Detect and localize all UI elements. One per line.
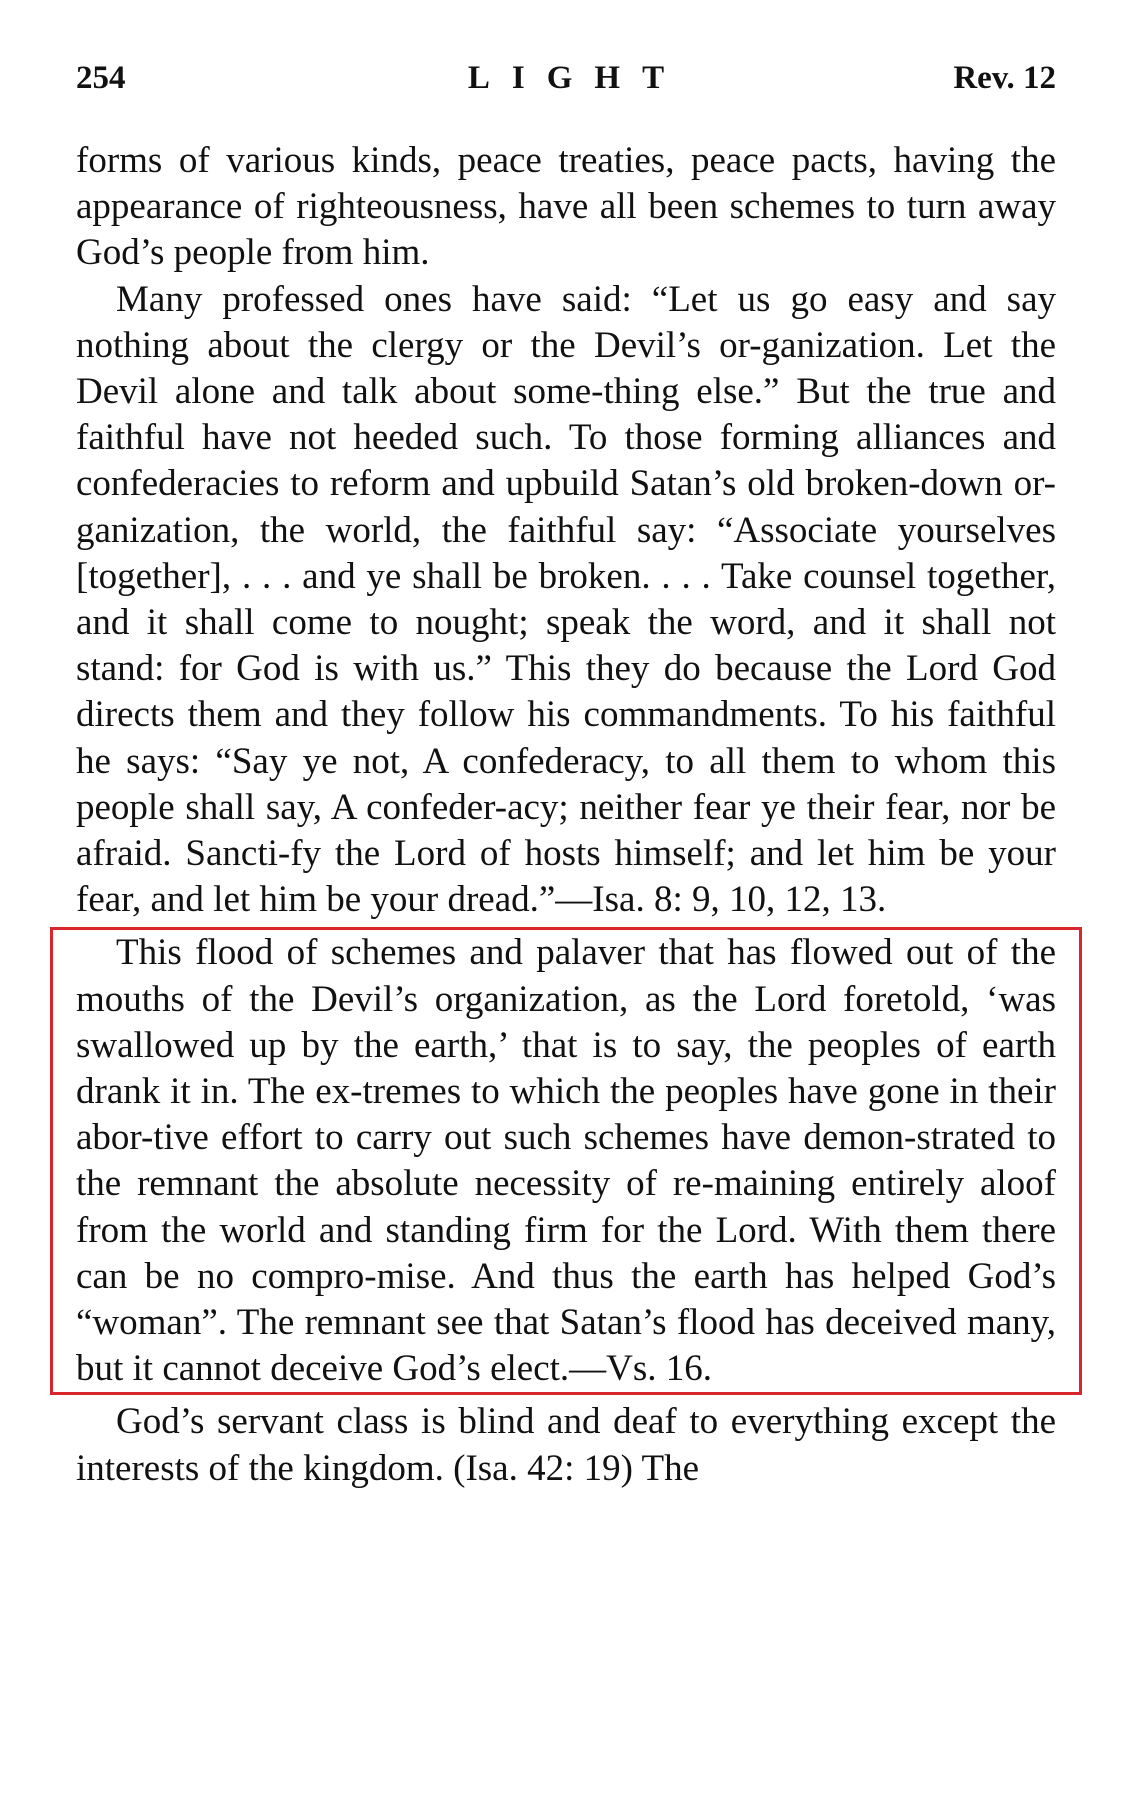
- body-text: [76, 138, 1056, 1492]
- paragraph-many-professed: Many professed ones have said: “Let us go easy and say nothing about the clergy or the Devil’s or-ganization. Let the Devil alone and talk about some-thing else.” But the true and faithful have not heeded such. To those forming alliances and confederacies to reform and upbuild Satan’s old broken-down or-ganization, the world, the faithful say: “Associate yourselves [together], . . . and ye shall be broken. . . . Take counsel together, and it shall come to nought; speak the word, and it shall not stand: for God is with us.” This they do because the Lord God directs them and they follow his commandments. To his faithful he says: “Say ye not, A confederacy, to all them to whom this people shall say, A confeder-acy; neither fear ye their fear, nor be afraid. Sancti-fy the Lord of hosts himself; and let him be your fear, and let him be your dread.”—Isa. 8: 9, 10, 12, 13.: [76, 278, 1056, 921]
- paragraph-continued: forms of various kinds, peace treaties, peace pacts, having the appearance of righteousness, have all been schemes to turn away God’s people from him.: [76, 140, 1056, 274]
- chapter-reference: Rev. 12: [953, 60, 1056, 96]
- running-head: [76, 60, 1056, 108]
- paragraph-highlighted: This flood of schemes and palaver that has flowed out of the mouths of the Devil’s organization, as the Lord foretold, ‘was swallowed up by the earth,’ that is to say, the peoples of earth drank it in. The ex-tremes to which the peoples have gone in their abor-tive effort to carry out such schemes have demon-strated to the remnant the absolute necessity of re-maining entirely aloof from the world and standing firm for the Lord. With them there can be no compro-mise. And thus the earth has helped God’s “woman”. The remnant see that Satan’s flood has deceived many, but it cannot deceive God’s elect.—Vs. 16.: [76, 932, 1056, 1390]
- running-title: LIGHT: [467, 60, 687, 96]
- book-page: [76, 60, 1056, 1492]
- highlight-box: [50, 927, 1082, 1395]
- page-number: 254: [76, 60, 126, 96]
- paragraph-servant-class: God’s servant class is blind and deaf to everything except the interests of the kingdom. (Isa. 42: 19) The: [76, 1401, 1056, 1489]
